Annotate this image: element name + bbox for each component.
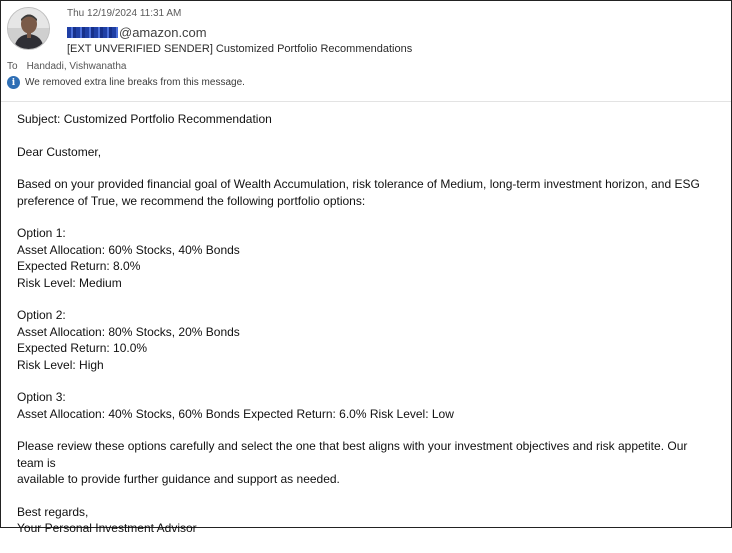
body-closing bbox=[17, 438, 717, 488]
sender-avatar[interactable] bbox=[7, 7, 50, 50]
to-label: To bbox=[7, 61, 18, 72]
option-2 bbox=[17, 307, 717, 373]
option-risk: Risk Level: Medium bbox=[17, 275, 122, 290]
email-body bbox=[17, 111, 717, 553]
info-icon: i bbox=[7, 76, 20, 89]
info-text: We removed extra line breaks from this message. bbox=[25, 77, 245, 88]
option-title: Option 3: bbox=[17, 390, 66, 404]
body-intro bbox=[17, 176, 717, 209]
option-title: Option 2: bbox=[17, 308, 66, 322]
redacted-sender-name bbox=[67, 27, 118, 38]
email-subject: [EXT UNVERIFIED SENDER] Customized Portfolio Recommendations bbox=[67, 43, 413, 55]
option-return: Expected Return: 8.0% bbox=[17, 259, 141, 273]
option-3 bbox=[17, 389, 717, 422]
option-risk: Risk Level: High bbox=[17, 357, 104, 372]
option-title: Option 1: bbox=[17, 226, 66, 240]
sender-address[interactable] bbox=[67, 24, 207, 40]
option-details: Asset Allocation: 40% Stocks, 60% Bonds Expected Return: 6.0% Risk Level: Low bbox=[17, 406, 454, 421]
email-date: Thu 12/19/2024 11:31 AM bbox=[67, 8, 182, 19]
intro-line: Based on your provided financial goal of Wealth Accumulation, risk tolerance of Medium, long-term investment horizon, and ESG bbox=[17, 177, 700, 191]
signoff: Best regards, bbox=[17, 504, 89, 519]
body-subject: Subject: Customized Portfolio Recommendation bbox=[17, 112, 272, 126]
recipient-name[interactable]: Handadi, Vishwanatha bbox=[26, 61, 127, 72]
person-icon bbox=[8, 8, 49, 49]
signature: Your Personal Investment Advisor bbox=[17, 521, 197, 535]
intro-line: preference of True, we recommend the following portfolio options: bbox=[17, 193, 366, 208]
closing-line: available to provide further guidance and support as needed. bbox=[17, 472, 340, 486]
body-signoff bbox=[17, 504, 717, 537]
info-banner bbox=[7, 76, 245, 89]
option-allocation: Asset Allocation: 60% Stocks, 40% Bonds bbox=[17, 242, 240, 257]
option-return: Expected Return: 10.0% bbox=[17, 341, 148, 355]
closing-line: Please review these options carefully and select the one that best aligns with your investment objectives and risk appetite. Our team is bbox=[17, 439, 688, 470]
email-header bbox=[1, 1, 731, 102]
sender-domain: @amazon.com bbox=[119, 24, 207, 40]
body-greeting: Dear Customer, bbox=[17, 144, 102, 159]
option-allocation: Asset Allocation: 80% Stocks, 20% Bonds bbox=[17, 324, 240, 339]
recipient-row bbox=[7, 61, 126, 72]
option-1 bbox=[17, 225, 717, 291]
